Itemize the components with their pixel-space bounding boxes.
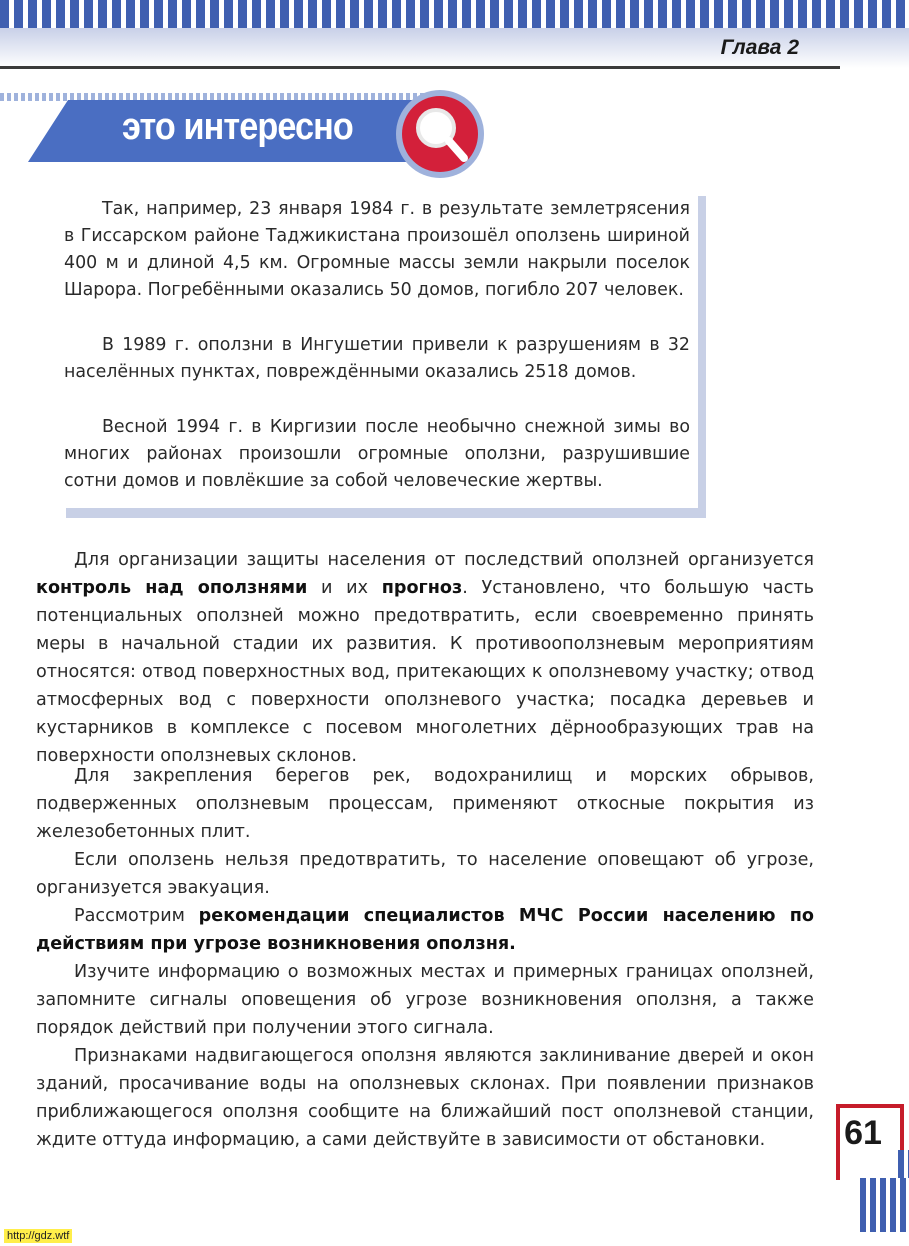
paragraph: Рассмотрим рекомендации специалистов МЧС России населению по действиям при угрозе возникновения оползня.: [36, 906, 814, 954]
paragraph: Признаками надвигающегося оползня являются заклинивание дверей и окон зданий, просачивание воды на оползневых склонах. При появлении признаков приближающегося оползня сообщите на ближайший пост оползневой станции, ждите оттуда информацию, а сами действуйте в зависимости от обстановки.: [36, 1046, 814, 1150]
banner-title: это интересно: [122, 106, 353, 148]
term-forecast: прогноз: [381, 578, 463, 598]
page-number: 61: [844, 1114, 882, 1152]
side-stripe-decoration: [898, 1150, 909, 1180]
term-control: контроль над оползнями: [36, 578, 308, 598]
watermark-link[interactable]: http://gdz.wtf: [4, 1229, 72, 1243]
box-paragraph: Так, например, 23 января 1984 г. в результате землетрясения в Гиссарском районе Таджикистана произошёл оползень шириной 400 м и длиной 4,5 км. Огромные массы земли накрыли поселок Шарора. Погребёнными оказались 50 домов, погибло 207 человек.: [64, 199, 690, 300]
paragraph: Изучите информацию о возможных местах и примерных границах оползней, запомните сигналы оповещения об угрозе возникновения оползня, а также порядок действий при получении этого сигнала.: [36, 962, 814, 1038]
paragraph: Для закрепления берегов рек, водохранилищ и морских обрывов, подверженных оползневым процессам, применяют откосные покрытия из железобетонных плит.: [36, 766, 814, 842]
interesting-box: [58, 186, 698, 508]
chapter-title: Глава 2: [720, 36, 799, 59]
term-recommendations: рекомендации специалистов МЧС России населению по действиям при угрозе возникновения оползня.: [36, 906, 814, 954]
box-paragraph: Весной 1994 г. в Киргизии после необычно снежной зимы во многих районах произошли огромные оползни, разрушившие сотни домов и повлёкшие за собой человеческие жертвы.: [64, 417, 690, 491]
paragraph: Для организации защиты населения от последствий оползней организуется контроль над оползнями и их прогноз. Установлено, что большую часть потенциальных оползней можно предотвратить, если своевременно принять меры в начальной стадии их развития. К противооползневым мероприятиям относятся: отвод поверхностных вод, притекающих к оползневому участку; отвод атмосферных вод с поверхности оползневого участка; посадка деревьев и кустарников в комплексе с посевом многолетних дёрнообразующих трав на поверхности оползневых склонов.: [36, 550, 814, 766]
bottom-stripe-decoration: [860, 1178, 909, 1232]
header-divider: [0, 66, 840, 69]
box-paragraph: В 1989 г. оползни в Ингушетии привели к разрушениям в 32 населённых пунктах, повреждёнными оказались 2518 домов.: [64, 335, 690, 382]
magnifier-icon: [392, 88, 488, 184]
banner-dots: [0, 93, 430, 101]
paragraph: Если оползень нельзя предотвратить, то население оповещают об угрозе, организуется эвакуация.: [36, 850, 814, 898]
